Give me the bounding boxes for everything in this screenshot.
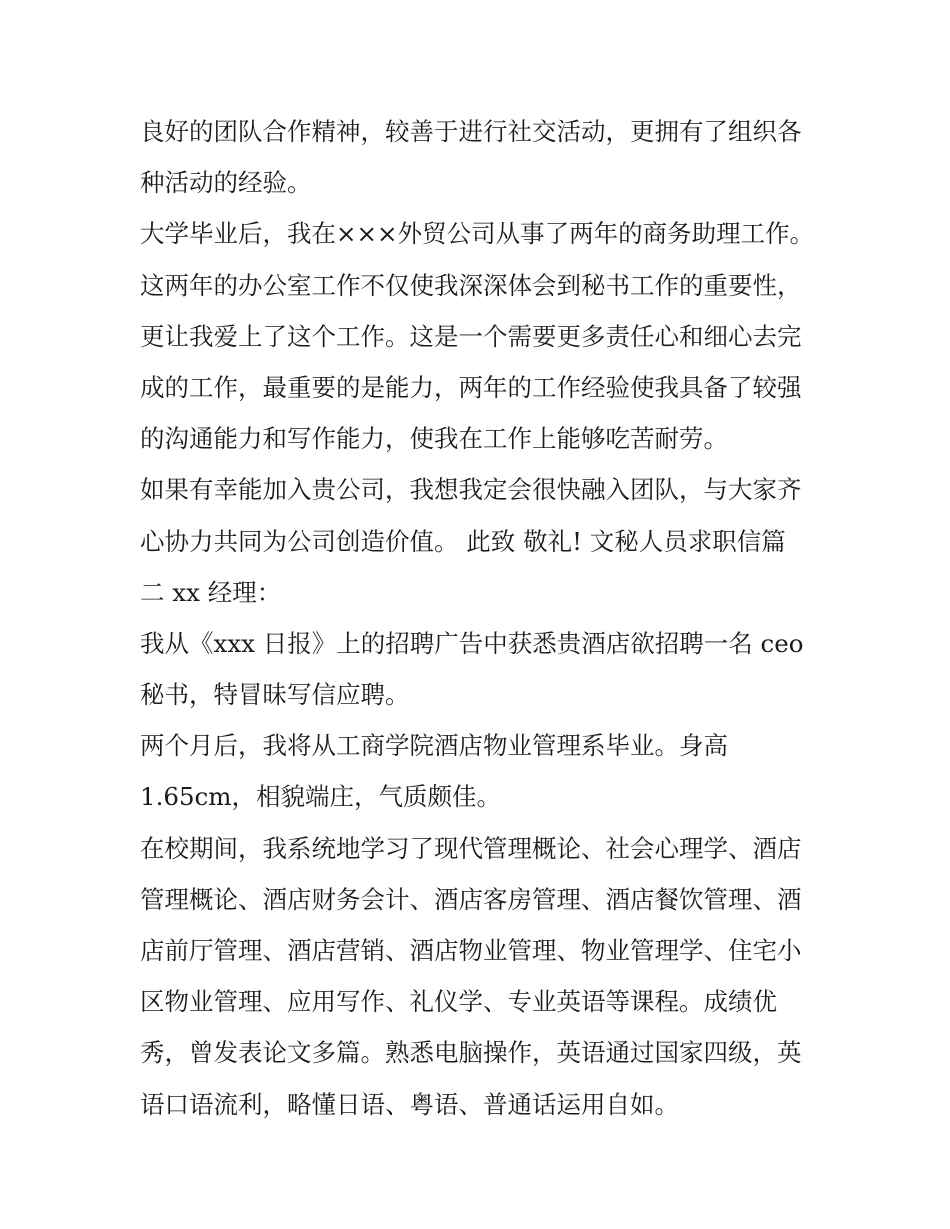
text-line: 秀，曾发表论文多篇。熟悉电脑操作，英语通过国家四级，英 [140,1038,802,1068]
text-line: 成的工作，最重要的是能力，两年的工作经验使我具备了较强 [140,372,802,402]
text-line: 更让我爱上了这个工作。这是一个需要更多责任心和细心去完 [140,321,802,351]
text-line: 1.65cm，相貌端庄，气质颇佳。 [140,782,502,812]
text-line: 大学毕业后，我在×××外贸公司从事了两年的商务助理工作。 [140,219,815,249]
text-line: 种活动的经验。 [140,168,312,198]
text-line: 如果有幸能加入贵公司，我想我定会很快融入团队，与大家齐 [140,475,802,505]
text-line: 这两年的办公室工作不仅使我深深体会到秘书工作的重要性， [140,270,802,300]
text-line: 在校期间，我系统地学习了现代管理概论、社会心理学、酒店 [140,833,802,863]
text-line: 店前厅管理、酒店营销、酒店物业管理、物业管理学、住宅小 [140,936,802,965]
text-line: 心协力共同为公司创造价值。 此致 敬礼! 文秘人员求职信篇 [140,526,786,556]
text-line: 我从《xxx 日报》上的招聘广告中获悉贵酒店欲招聘一名 ceo [140,628,804,658]
document-body [140,106,816,1130]
text-line: 区物业管理、应用写作、礼仪学、专业英语等课程。成绩优 [140,987,777,1017]
text-line: 两个月后，我将从工商学院酒店物业管理系毕业。身高 [140,731,728,761]
text-line: 语口语流利，略懂日语、粤语、普通话运用自如。 [140,1089,679,1119]
text-line: 的沟通能力和写作能力，使我在工作上能够吃苦耐劳。 [140,424,728,454]
text-line: 秘书，特冒昧写信应聘。 [140,680,410,710]
text-line: 二 xx 经理： [140,577,282,607]
text-line: 良好的团队合作精神，较善于进行社交活动，更拥有了组织各 [140,117,802,146]
text-line: 管理概论、酒店财务会计、酒店客房管理、酒店餐饮管理、酒 [140,884,802,914]
